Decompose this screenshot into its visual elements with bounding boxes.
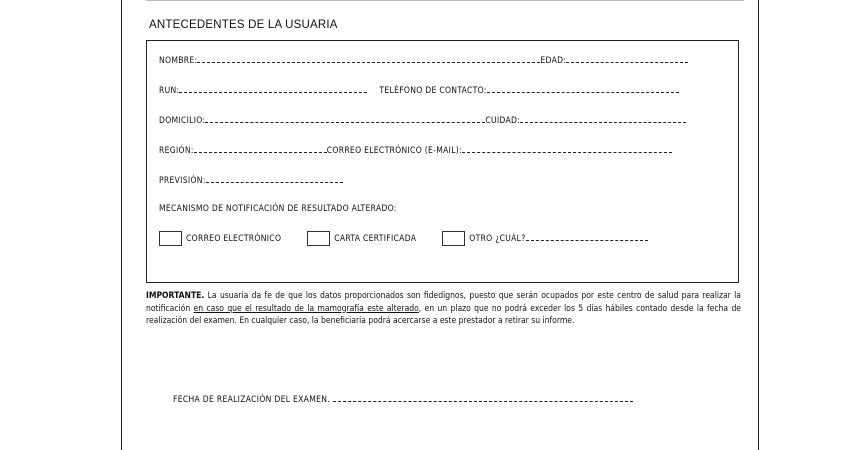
section-title: ANTECEDENTES DE LA USUARIA xyxy=(149,19,338,31)
run-field[interactable] xyxy=(179,84,367,93)
run-label: RUN: xyxy=(159,86,180,96)
option-otro-label: OTRO ¿CUÁL? xyxy=(469,234,526,244)
edad-label: EDAD: xyxy=(540,56,567,66)
prevision-field[interactable] xyxy=(206,174,343,183)
prevision-label: PREVISIÓN: xyxy=(159,176,206,186)
region-label: REGIÓN: xyxy=(159,146,194,156)
nombre-field[interactable] xyxy=(197,54,540,63)
row-nombre-edad xyxy=(159,54,688,66)
fecha-label: FECHA DE REALIZACIÓN DEL EXAMEN. xyxy=(173,395,330,405)
importante-underlined: en caso que el resultado de la mamografía este alterado xyxy=(193,303,419,314)
importante-text-before: La usuaria da fe de que los datos proporcionados son fidedignos, puesto que serán ocupados por este centro de salud para realizar la notificación xyxy=(146,291,741,314)
carta-checkbox[interactable] xyxy=(307,231,330,246)
row-run-telefono xyxy=(159,84,679,96)
option-carta-label: CARTA CERTIFICADA xyxy=(334,234,417,244)
fecha-field[interactable] xyxy=(333,393,633,402)
importante-lead: IMPORTANTE. xyxy=(146,291,205,301)
correo-field[interactable] xyxy=(462,144,672,153)
importante-paragraph xyxy=(146,290,741,328)
region-field[interactable] xyxy=(194,144,327,153)
otro-field[interactable] xyxy=(526,232,648,241)
row-mechanism-options xyxy=(159,231,648,246)
edad-field[interactable] xyxy=(566,54,688,63)
otro-checkbox[interactable] xyxy=(442,231,465,246)
correo-label: CORREO ELECTRÓNICO (E-MAIL): xyxy=(326,146,462,156)
row-domicilio-ciudad xyxy=(159,114,686,126)
row-region-correo xyxy=(159,144,672,156)
telefono-field[interactable] xyxy=(487,84,679,93)
mechanism-label: MECANISMO DE NOTIFICACIÓN DE RESULTADO ALTERADO: xyxy=(159,204,397,214)
domicilio-label: DOMICILIO: xyxy=(159,116,206,126)
top-divider xyxy=(146,0,744,1)
user-info-form xyxy=(146,40,739,283)
row-fecha xyxy=(173,393,633,405)
option-correo-label: CORREO ELECTRÓNICO xyxy=(186,234,282,244)
ciudad-field[interactable] xyxy=(520,114,686,123)
domicilio-field[interactable] xyxy=(205,114,485,123)
page-right-edge xyxy=(758,0,759,450)
nombre-label: NOMBRE: xyxy=(159,56,198,66)
correo-checkbox[interactable] xyxy=(159,231,182,246)
row-prevision xyxy=(159,174,343,186)
telefono-label: TELÉFONO DE CONTACTO: xyxy=(379,86,487,96)
ciudad-label: CUIDAD: xyxy=(485,116,521,126)
page-left-edge xyxy=(121,0,122,450)
importante-text-after: , en un plazo que no podrá exceder los 5 días hábiles contado desde la fecha de realización del examen. En cualquier caso, la beneficiaria podrá acercarse a este prestador a retirar su informe. xyxy=(146,303,742,326)
